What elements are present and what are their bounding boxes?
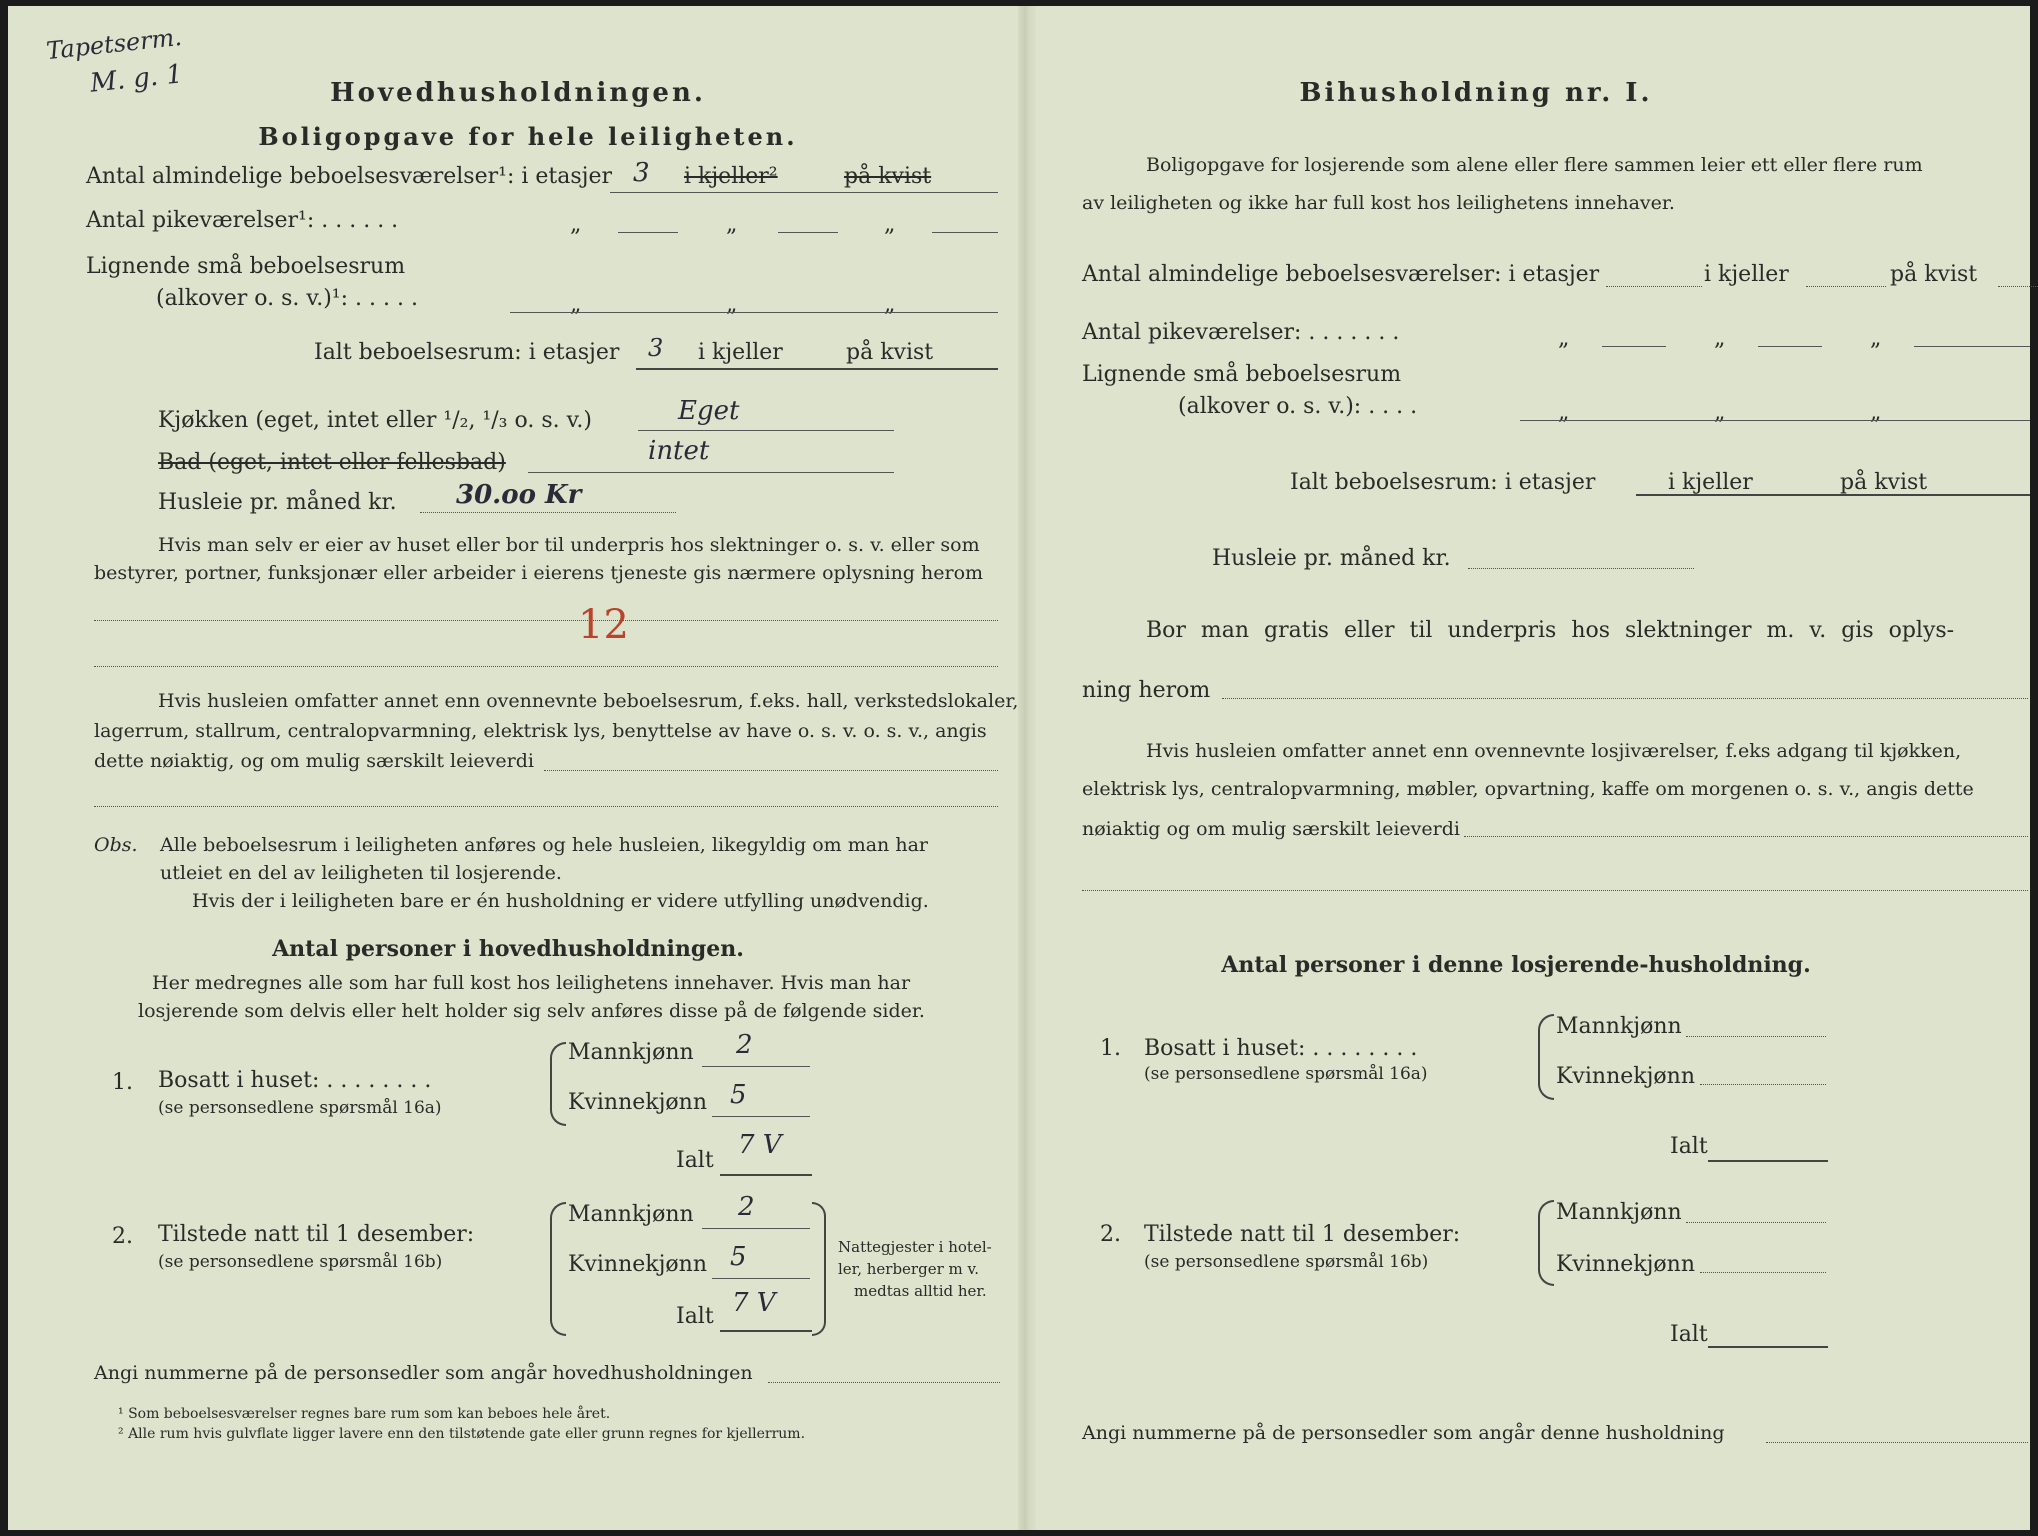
q1-number: 1. bbox=[112, 1070, 133, 1095]
right-ditto-2: „ bbox=[1714, 326, 1726, 351]
obs-label: Obs. bbox=[94, 834, 138, 856]
right-q2-mann-line bbox=[1686, 1222, 1826, 1223]
right-ialt-kvist: på kvist bbox=[1840, 470, 1928, 495]
right-husleie-line bbox=[1468, 568, 1694, 569]
pike-line-3 bbox=[932, 232, 998, 233]
left-page bbox=[8, 6, 1018, 1530]
right-rooms-kjeller: i kjeller bbox=[1704, 262, 1789, 287]
ialt-kjeller: i kjeller bbox=[698, 340, 783, 365]
q2-brace-left bbox=[550, 1202, 566, 1336]
obs-text-3: Hvis der i leiligheten bare er én husholdning er videre utfylling unødvendig. bbox=[192, 890, 929, 912]
ditto-4: „ bbox=[570, 292, 582, 317]
ditto-2: „ bbox=[726, 212, 738, 237]
bad-label bbox=[158, 450, 506, 475]
right-q2-ialt: Ialt bbox=[1670, 1322, 1708, 1347]
eier-text-1: Hvis man selv er eier av huset eller bor til underpris hos slektninger o. s. v. eller som bbox=[158, 534, 980, 556]
lignende-label-1: Lignende små beboelsesrum bbox=[86, 254, 406, 279]
kjokken-label: Kjøkken (eget, intet eller ¹/₂, ¹/₃ o. s. v.) bbox=[158, 408, 592, 433]
eier-line-1 bbox=[94, 620, 998, 621]
right-ditto-1: „ bbox=[1558, 326, 1570, 351]
right-omfatter-line-1 bbox=[1464, 836, 2028, 837]
right-ialt-line bbox=[1636, 494, 2030, 496]
rooms-kvist-struck: på kvist bbox=[844, 164, 932, 189]
omfatter-text-3: dette nøiaktig, og om mulig særskilt leieverdi bbox=[94, 750, 534, 772]
right-lignende-line bbox=[1520, 420, 2030, 421]
right-omfatter-3: nøiaktig og om mulig særskilt leieverdi bbox=[1082, 818, 1460, 840]
obs-text-1: Alle beboelsesrum i leiligheten anføres og hele husleien, likegyldig om man har bbox=[160, 834, 928, 856]
right-q1-mann: Mannkjønn bbox=[1556, 1014, 1682, 1039]
right-ditto-3: „ bbox=[1870, 326, 1882, 351]
rooms-answer-line bbox=[610, 192, 998, 193]
ialt-label: Ialt beboelsesrum: i etasjer bbox=[314, 340, 620, 365]
right-q1-sub: (se personsedlene spørsmål 16a) bbox=[1144, 1064, 1428, 1084]
right-q2-mann: Mannkjønn bbox=[1556, 1200, 1682, 1225]
right-bor-text-2: ning herom bbox=[1082, 678, 1211, 703]
q1-mann-line bbox=[702, 1066, 810, 1067]
pike-line-2 bbox=[778, 232, 838, 233]
rooms-label: Antal almindelige beboelsesværelser¹: i etasjer bbox=[86, 164, 613, 189]
q2-mann-line bbox=[702, 1228, 810, 1229]
right-omfatter-1: Hvis husleien omfatter annet enn ovennevnte losjiværelser, f.eks adgang til kjøkken, bbox=[1146, 740, 1962, 762]
omfatter-line-2 bbox=[94, 806, 998, 807]
right-page bbox=[1036, 6, 2030, 1530]
ditto-5: „ bbox=[726, 292, 738, 317]
right-q2-number: 2. bbox=[1100, 1222, 1121, 1247]
right-ditto-6: „ bbox=[1870, 400, 1882, 425]
kjokken-value: Eget bbox=[678, 396, 740, 426]
natt-note-1: Nattegjester i hotel- bbox=[838, 1238, 992, 1256]
q2-kvinne-label: Kvinnekjønn bbox=[568, 1252, 707, 1277]
ditto-1: „ bbox=[570, 212, 582, 237]
right-q1-brace bbox=[1538, 1014, 1554, 1100]
ialt-value: 3 bbox=[648, 334, 664, 362]
right-q2-ialt-line bbox=[1708, 1346, 1828, 1348]
angi-line bbox=[768, 1382, 1000, 1383]
right-lignende-2: (alkover o. s. v.): . . . . bbox=[1178, 394, 1418, 419]
q1-kvinne-label: Kvinnekjønn bbox=[568, 1090, 707, 1115]
bad-label-text: Bad (eget, intet eller fellesbad) bbox=[158, 450, 506, 475]
q1-ialt-line bbox=[720, 1174, 812, 1176]
right-lignende-1: Lignende små beboelsesrum bbox=[1082, 362, 1402, 387]
census-form-sheet bbox=[8, 6, 2030, 1530]
ditto-3: „ bbox=[884, 212, 896, 237]
q2-label: Tilstede natt til 1 desember: bbox=[158, 1222, 475, 1247]
right-rooms-label: Antal almindelige beboelsesværelser: i etasjer bbox=[1082, 262, 1600, 287]
right-title: Bihusholdning nr. I. bbox=[1299, 78, 1653, 108]
right-rooms-line-2 bbox=[1806, 286, 1886, 287]
right-angi-line bbox=[1766, 1442, 2028, 1443]
right-ialt-kjeller: i kjeller bbox=[1668, 470, 1753, 495]
q2-number: 2. bbox=[112, 1224, 133, 1249]
right-q2-brace bbox=[1538, 1200, 1554, 1286]
right-ditto-5: „ bbox=[1714, 400, 1726, 425]
q2-brace-right bbox=[812, 1202, 826, 1336]
q1-ialt-label: Ialt bbox=[676, 1148, 714, 1173]
q1-brace bbox=[550, 1042, 566, 1126]
right-q2-label: Tilstede natt til 1 desember: bbox=[1144, 1222, 1461, 1247]
lignende-label-2: (alkover o. s. v.)¹: . . . . . bbox=[156, 286, 418, 311]
right-angi-text: Angi nummerne på de personsedler som angår denne husholdning bbox=[1082, 1422, 1725, 1444]
right-pike-label: Antal pikeværelser: . . . . . . . bbox=[1082, 320, 1400, 345]
husleie-label: Husleie pr. måned kr. bbox=[158, 490, 397, 515]
right-rooms-kvist: på kvist bbox=[1890, 262, 1978, 287]
angi-text: Angi nummerne på de personsedler som angår hovedhusholdningen bbox=[94, 1362, 753, 1384]
obs-text-2: utleiet en del av leiligheten til losjerende. bbox=[160, 862, 562, 884]
q2-kvinne-line bbox=[712, 1278, 810, 1279]
q1-label: Bosatt i huset: . . . . . . . . bbox=[158, 1068, 432, 1093]
margin-note-tapetserm: Tapetserm. bbox=[44, 22, 184, 66]
q1-sub: (se personsedlene spørsmål 16a) bbox=[158, 1098, 442, 1118]
red-mark: 12 bbox=[578, 602, 629, 648]
page-title: Hovedhusholdningen. bbox=[330, 78, 706, 108]
ditto-6: „ bbox=[884, 292, 896, 317]
right-q1-ialt-line bbox=[1708, 1160, 1828, 1162]
bad-line bbox=[528, 472, 894, 473]
kjokken-line bbox=[638, 430, 894, 431]
pike-line-1 bbox=[618, 232, 678, 233]
right-rooms-line-3 bbox=[1998, 286, 2038, 287]
right-pike-line-3 bbox=[1914, 346, 2030, 347]
footnote-2: ² Alle rum hvis gulvflate ligger lavere enn den tilstøtende gate eller grunn regnes for kjellerrum. bbox=[118, 1426, 806, 1442]
right-q1-ialt: Ialt bbox=[1670, 1134, 1708, 1159]
eier-text-2: bestyrer, portner, funksjonær eller arbeider i eierens tjeneste gis nærmere oplysning herom bbox=[94, 562, 984, 584]
persons-title: Antal personer i hovedhusholdningen. bbox=[272, 936, 744, 962]
pike-label: Antal pikeværelser¹: . . . . . . bbox=[86, 208, 399, 233]
q2-ialt-line bbox=[720, 1330, 812, 1332]
q2-ialt-value: 7 V bbox=[732, 1288, 776, 1318]
right-bor-text-1: Bor man gratis eller til underpris hos slektninger m. v. gis oplys- bbox=[1146, 618, 1955, 643]
right-ditto-4: „ bbox=[1558, 400, 1570, 425]
right-ialt-label: Ialt beboelsesrum: i etasjer bbox=[1290, 470, 1596, 495]
footnote-1: ¹ Som beboelsesværelser regnes bare rum som kan beboes hele året. bbox=[118, 1406, 611, 1422]
rooms-etasjer-value: 3 bbox=[633, 158, 650, 188]
right-husleie-label: Husleie pr. måned kr. bbox=[1212, 546, 1451, 571]
right-q1-number: 1. bbox=[1100, 1036, 1121, 1061]
right-q2-sub: (se personsedlene spørsmål 16b) bbox=[1144, 1252, 1429, 1272]
right-omfatter-line-2 bbox=[1082, 890, 2028, 891]
persons-text-2: losjerende som delvis eller helt holder sig selv anføres disse på de følgende sider. bbox=[138, 1000, 925, 1022]
right-bor-line bbox=[1222, 698, 2028, 699]
page-subtitle: Boligopgave for hele leiligheten. bbox=[258, 122, 798, 151]
right-q1-kvinne-line bbox=[1700, 1084, 1826, 1085]
right-q2-kvinne: Kvinnekjønn bbox=[1556, 1252, 1695, 1277]
right-intro-1: Boligopgave for losjerende som alene eller flere sammen leier ett eller flere rum bbox=[1146, 154, 1923, 176]
q2-mann-label: Mannkjønn bbox=[568, 1202, 694, 1227]
right-q1-label: Bosatt i huset: . . . . . . . . bbox=[1144, 1036, 1418, 1061]
right-pike-line-1 bbox=[1602, 346, 1666, 347]
q1-ialt-value: 7 V bbox=[738, 1130, 782, 1160]
q1-mann-value: 2 bbox=[736, 1030, 753, 1060]
right-q1-kvinne: Kvinnekjønn bbox=[1556, 1064, 1695, 1089]
ialt-line bbox=[636, 368, 998, 370]
omfatter-line-1 bbox=[544, 770, 998, 771]
eier-line-2 bbox=[94, 666, 998, 667]
q2-mann-value: 2 bbox=[738, 1192, 755, 1222]
lignende-line bbox=[510, 312, 998, 313]
natt-note-3: medtas alltid her. bbox=[854, 1282, 987, 1300]
right-q2-kvinne-line bbox=[1700, 1272, 1826, 1273]
q1-mann-label: Mannkjønn bbox=[568, 1040, 694, 1065]
q1-kvinne-value: 5 bbox=[730, 1080, 747, 1110]
q1-kvinne-line bbox=[712, 1116, 810, 1117]
right-intro-2: av leiligheten og ikke har full kost hos leilighetens innehaver. bbox=[1082, 192, 1675, 214]
bad-value: intet bbox=[648, 436, 710, 466]
right-omfatter-2: elektrisk lys, centralopvarmning, møbler, opvartning, kaffe om morgenen o. s. v., angis dette bbox=[1082, 778, 1974, 800]
ialt-kvist: på kvist bbox=[846, 340, 934, 365]
q2-ialt-label: Ialt bbox=[676, 1304, 714, 1329]
right-pike-line-2 bbox=[1758, 346, 1822, 347]
q2-kvinne-value: 5 bbox=[730, 1242, 747, 1272]
natt-note-2: ler, herberger m v. bbox=[838, 1260, 979, 1278]
q2-sub: (se personsedlene spørsmål 16b) bbox=[158, 1252, 443, 1272]
margin-note-number: M. g. 1 bbox=[88, 59, 185, 99]
right-persons-title: Antal personer i denne losjerende-husholdning. bbox=[1221, 952, 1811, 978]
omfatter-text-1: Hvis husleien omfatter annet enn ovennevnte beboelsesrum, f.eks. hall, verkstedslokaler, bbox=[158, 690, 1019, 712]
husleie-line bbox=[420, 512, 676, 513]
rooms-kjeller-struck: i kjeller² bbox=[684, 164, 778, 189]
right-q1-mann-line bbox=[1686, 1036, 1826, 1037]
omfatter-text-2: lagerrum, stallrum, centralopvarmning, elektrisk lys, benyttelse av have o. s. v. o. s. v., angis bbox=[94, 720, 987, 742]
husleie-value: 30.oo Kr bbox=[456, 480, 582, 510]
page-fold bbox=[1018, 6, 1036, 1530]
persons-text-1: Her medregnes alle som har full kost hos leilighetens innehaver. Hvis man har bbox=[152, 972, 911, 994]
right-rooms-line-1 bbox=[1606, 286, 1702, 287]
